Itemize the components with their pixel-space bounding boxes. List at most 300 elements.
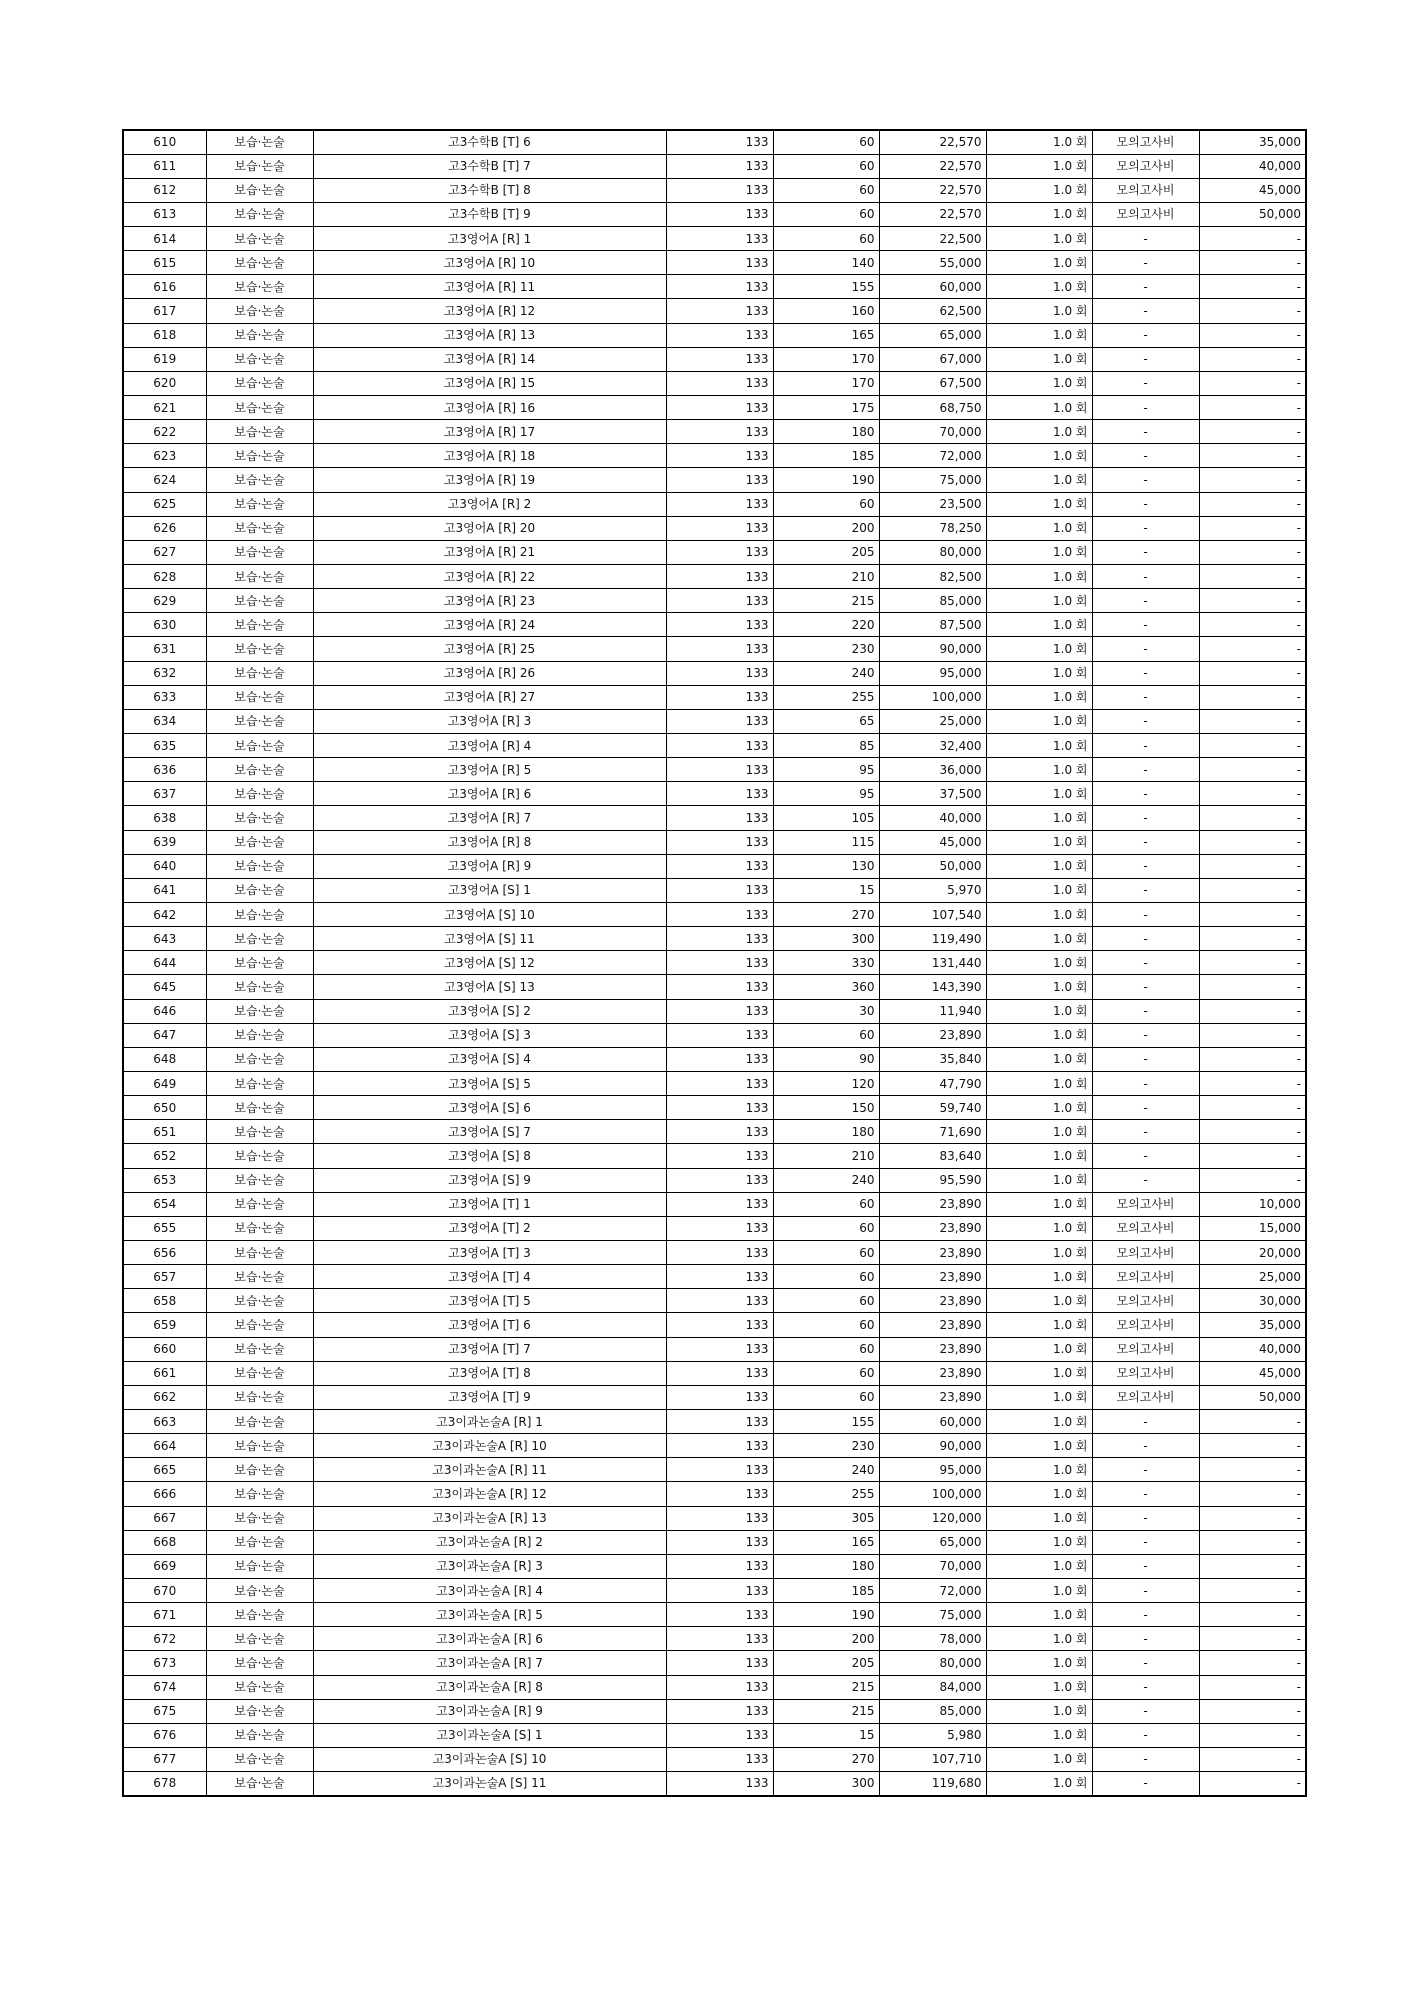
row-number: 675	[123, 1699, 206, 1723]
extra-fee-cell: -	[1199, 347, 1306, 371]
count-cell: 1.0 회	[986, 1337, 1092, 1361]
price-cell: 143,390	[879, 975, 986, 999]
code-cell: 133	[666, 251, 773, 275]
course-name-cell: 고3영어A [R] 20	[313, 516, 666, 540]
count-cell: 1.0 회	[986, 1506, 1092, 1530]
code-cell: 133	[666, 1434, 773, 1458]
extra-fee-cell: 30,000	[1199, 1289, 1306, 1313]
extra-type-cell: -	[1092, 468, 1199, 492]
row-number: 632	[123, 661, 206, 685]
extra-fee-cell: -	[1199, 734, 1306, 758]
table-row	[123, 927, 1306, 951]
category-cell: 보습·논술	[206, 1578, 313, 1602]
code-cell: 133	[666, 734, 773, 758]
table-row	[123, 396, 1306, 420]
row-number: 625	[123, 492, 206, 516]
price-cell: 23,890	[879, 1192, 986, 1216]
table-row	[123, 1554, 1306, 1578]
table-row	[123, 420, 1306, 444]
pages-cell: 60	[773, 1240, 879, 1264]
course-name-cell: 고3영어A [R] 17	[313, 420, 666, 444]
price-cell: 95,000	[879, 661, 986, 685]
category-cell: 보습·논술	[206, 1699, 313, 1723]
row-number: 639	[123, 830, 206, 854]
row-number: 651	[123, 1120, 206, 1144]
code-cell: 133	[666, 999, 773, 1023]
extra-fee-cell: -	[1199, 782, 1306, 806]
table-row	[123, 468, 1306, 492]
pages-cell: 60	[773, 202, 879, 226]
extra-fee-cell: -	[1199, 951, 1306, 975]
row-number: 673	[123, 1651, 206, 1675]
course-name-cell: 고3영어A [T] 3	[313, 1240, 666, 1264]
pages-cell: 270	[773, 903, 879, 927]
price-cell: 23,890	[879, 1023, 986, 1047]
category-cell: 보습·논술	[206, 1265, 313, 1289]
count-cell: 1.0 회	[986, 1530, 1092, 1554]
course-name-cell: 고3영어A [R] 4	[313, 734, 666, 758]
price-cell: 70,000	[879, 420, 986, 444]
row-number: 658	[123, 1289, 206, 1313]
course-name-cell: 고3이과논술A [R] 8	[313, 1675, 666, 1699]
pages-cell: 60	[773, 1361, 879, 1385]
count-cell: 1.0 회	[986, 1289, 1092, 1313]
count-cell: 1.0 회	[986, 154, 1092, 178]
extra-fee-cell: -	[1199, 540, 1306, 564]
extra-fee-cell: -	[1199, 589, 1306, 613]
count-cell: 1.0 회	[986, 1313, 1092, 1337]
code-cell: 133	[666, 1047, 773, 1071]
row-number: 671	[123, 1603, 206, 1627]
row-number: 670	[123, 1578, 206, 1602]
category-cell: 보습·논술	[206, 1168, 313, 1192]
course-name-cell: 고3이과논술A [R] 13	[313, 1506, 666, 1530]
count-cell: 1.0 회	[986, 299, 1092, 323]
category-cell: 보습·논술	[206, 1289, 313, 1313]
code-cell: 133	[666, 540, 773, 564]
price-cell: 107,540	[879, 903, 986, 927]
price-cell: 119,490	[879, 927, 986, 951]
course-name-cell: 고3영어A [R] 26	[313, 661, 666, 685]
extra-fee-cell: -	[1199, 1747, 1306, 1771]
extra-type-cell: -	[1092, 1772, 1199, 1796]
code-cell: 133	[666, 685, 773, 709]
row-number: 643	[123, 927, 206, 951]
category-cell: 보습·논술	[206, 1675, 313, 1699]
course-name-cell: 고3영어A [R] 14	[313, 347, 666, 371]
course-name-cell: 고3영어A [S] 4	[313, 1047, 666, 1071]
category-cell: 보습·논술	[206, 1651, 313, 1675]
extra-type-cell: -	[1092, 420, 1199, 444]
course-name-cell: 고3영어A [S] 1	[313, 878, 666, 902]
pages-cell: 270	[773, 1747, 879, 1771]
count-cell: 1.0 회	[986, 1120, 1092, 1144]
count-cell: 1.0 회	[986, 347, 1092, 371]
pages-cell: 200	[773, 516, 879, 540]
price-cell: 67,000	[879, 347, 986, 371]
extra-fee-cell: -	[1199, 903, 1306, 927]
table-row	[123, 878, 1306, 902]
extra-fee-cell: -	[1199, 685, 1306, 709]
extra-type-cell: -	[1092, 516, 1199, 540]
row-number: 660	[123, 1337, 206, 1361]
extra-type-cell: -	[1092, 251, 1199, 275]
course-name-cell: 고3영어A [R] 19	[313, 468, 666, 492]
extra-fee-cell: -	[1199, 1603, 1306, 1627]
extra-type-cell: -	[1092, 1554, 1199, 1578]
count-cell: 1.0 회	[986, 1434, 1092, 1458]
extra-fee-cell: -	[1199, 1023, 1306, 1047]
category-cell: 보습·논술	[206, 830, 313, 854]
code-cell: 133	[666, 903, 773, 927]
extra-type-cell: -	[1092, 1651, 1199, 1675]
table-row	[123, 1168, 1306, 1192]
extra-fee-cell: -	[1199, 975, 1306, 999]
row-number: 647	[123, 1023, 206, 1047]
pages-cell: 330	[773, 951, 879, 975]
row-number: 642	[123, 903, 206, 927]
course-name-cell: 고3영어A [S] 12	[313, 951, 666, 975]
category-cell: 보습·논술	[206, 347, 313, 371]
table-row	[123, 130, 1306, 154]
extra-type-cell: -	[1092, 854, 1199, 878]
extra-fee-cell: -	[1199, 492, 1306, 516]
code-cell: 133	[666, 1096, 773, 1120]
pages-cell: 205	[773, 540, 879, 564]
code-cell: 133	[666, 1627, 773, 1651]
count-cell: 1.0 회	[986, 540, 1092, 564]
extra-type-cell: -	[1092, 878, 1199, 902]
extra-fee-cell: -	[1199, 927, 1306, 951]
extra-type-cell: -	[1092, 1530, 1199, 1554]
table-row	[123, 806, 1306, 830]
table-row	[123, 1120, 1306, 1144]
count-cell: 1.0 회	[986, 468, 1092, 492]
extra-fee-cell: -	[1199, 613, 1306, 637]
pages-cell: 60	[773, 178, 879, 202]
category-cell: 보습·논술	[206, 371, 313, 395]
extra-fee-cell: -	[1199, 1434, 1306, 1458]
course-name-cell: 고3영어A [T] 6	[313, 1313, 666, 1337]
category-cell: 보습·논술	[206, 661, 313, 685]
course-name-cell: 고3영어A [S] 3	[313, 1023, 666, 1047]
category-cell: 보습·논술	[206, 709, 313, 733]
code-cell: 133	[666, 130, 773, 154]
table-row	[123, 1144, 1306, 1168]
row-number: 648	[123, 1047, 206, 1071]
price-cell: 90,000	[879, 1434, 986, 1458]
row-number: 614	[123, 227, 206, 251]
extra-type-cell: 모의고사비	[1092, 1313, 1199, 1337]
row-number: 653	[123, 1168, 206, 1192]
course-name-cell: 고3이과논술A [R] 10	[313, 1434, 666, 1458]
price-cell: 80,000	[879, 540, 986, 564]
pages-cell: 155	[773, 275, 879, 299]
category-cell: 보습·논술	[206, 613, 313, 637]
table-row	[123, 1627, 1306, 1651]
price-cell: 23,890	[879, 1313, 986, 1337]
code-cell: 133	[666, 1192, 773, 1216]
category-cell: 보습·논술	[206, 251, 313, 275]
row-number: 628	[123, 565, 206, 589]
row-number: 611	[123, 154, 206, 178]
category-cell: 보습·논술	[206, 1144, 313, 1168]
pages-cell: 180	[773, 420, 879, 444]
code-cell: 133	[666, 709, 773, 733]
category-cell: 보습·논술	[206, 1385, 313, 1409]
table-row	[123, 540, 1306, 564]
category-cell: 보습·논술	[206, 758, 313, 782]
extra-type-cell: -	[1092, 1675, 1199, 1699]
row-number: 613	[123, 202, 206, 226]
category-cell: 보습·논술	[206, 1337, 313, 1361]
category-cell: 보습·논술	[206, 516, 313, 540]
course-name-cell: 고3영어A [R] 27	[313, 685, 666, 709]
row-number: 659	[123, 1313, 206, 1337]
pages-cell: 220	[773, 613, 879, 637]
table-row	[123, 1313, 1306, 1337]
pages-cell: 150	[773, 1096, 879, 1120]
count-cell: 1.0 회	[986, 396, 1092, 420]
extra-type-cell: -	[1092, 1409, 1199, 1433]
table-row	[123, 1603, 1306, 1627]
price-cell: 72,000	[879, 444, 986, 468]
price-cell: 78,000	[879, 1627, 986, 1651]
code-cell: 133	[666, 178, 773, 202]
category-cell: 보습·논술	[206, 806, 313, 830]
code-cell: 133	[666, 1385, 773, 1409]
extra-type-cell: 모의고사비	[1092, 130, 1199, 154]
course-name-cell: 고3영어A [T] 4	[313, 1265, 666, 1289]
price-cell: 95,000	[879, 1458, 986, 1482]
pages-cell: 215	[773, 1675, 879, 1699]
course-name-cell: 고3이과논술A [R] 2	[313, 1530, 666, 1554]
code-cell: 133	[666, 1578, 773, 1602]
pages-cell: 180	[773, 1120, 879, 1144]
row-number: 678	[123, 1772, 206, 1796]
category-cell: 보습·논술	[206, 1361, 313, 1385]
course-name-cell: 고3영어A [R] 7	[313, 806, 666, 830]
extra-fee-cell: -	[1199, 1047, 1306, 1071]
price-cell: 59,740	[879, 1096, 986, 1120]
code-cell: 133	[666, 420, 773, 444]
table-row	[123, 1192, 1306, 1216]
count-cell: 1.0 회	[986, 1772, 1092, 1796]
price-cell: 36,000	[879, 758, 986, 782]
price-cell: 5,980	[879, 1723, 986, 1747]
table-row	[123, 1458, 1306, 1482]
table-row	[123, 999, 1306, 1023]
course-name-cell: 고3영어A [R] 11	[313, 275, 666, 299]
category-cell: 보습·논술	[206, 1192, 313, 1216]
count-cell: 1.0 회	[986, 1409, 1092, 1433]
course-name-cell: 고3영어A [S] 8	[313, 1144, 666, 1168]
category-cell: 보습·논술	[206, 1530, 313, 1554]
table-row	[123, 975, 1306, 999]
price-cell: 32,400	[879, 734, 986, 758]
extra-type-cell: -	[1092, 1144, 1199, 1168]
row-number: 610	[123, 130, 206, 154]
row-number: 617	[123, 299, 206, 323]
row-number: 619	[123, 347, 206, 371]
table-row	[123, 251, 1306, 275]
pages-cell: 165	[773, 1530, 879, 1554]
price-cell: 95,590	[879, 1168, 986, 1192]
extra-fee-cell: -	[1199, 854, 1306, 878]
code-cell: 133	[666, 371, 773, 395]
pages-cell: 60	[773, 1216, 879, 1240]
price-cell: 55,000	[879, 251, 986, 275]
table-row	[123, 903, 1306, 927]
extra-fee-cell: -	[1199, 1120, 1306, 1144]
category-cell: 보습·논술	[206, 227, 313, 251]
count-cell: 1.0 회	[986, 709, 1092, 733]
count-cell: 1.0 회	[986, 565, 1092, 589]
code-cell: 133	[666, 951, 773, 975]
course-name-cell: 고3영어A [R] 24	[313, 613, 666, 637]
code-cell: 133	[666, 202, 773, 226]
course-name-cell: 고3영어A [R] 5	[313, 758, 666, 782]
count-cell: 1.0 회	[986, 806, 1092, 830]
count-cell: 1.0 회	[986, 613, 1092, 637]
table-row	[123, 323, 1306, 347]
count-cell: 1.0 회	[986, 661, 1092, 685]
extra-fee-cell: -	[1199, 1651, 1306, 1675]
extra-type-cell: -	[1092, 1506, 1199, 1530]
category-cell: 보습·논술	[206, 1772, 313, 1796]
count-cell: 1.0 회	[986, 1385, 1092, 1409]
code-cell: 133	[666, 1120, 773, 1144]
extra-type-cell: -	[1092, 830, 1199, 854]
price-cell: 119,680	[879, 1772, 986, 1796]
extra-type-cell: -	[1092, 661, 1199, 685]
code-cell: 133	[666, 1216, 773, 1240]
pages-cell: 240	[773, 1168, 879, 1192]
pages-cell: 115	[773, 830, 879, 854]
extra-type-cell: -	[1092, 565, 1199, 589]
price-cell: 23,890	[879, 1240, 986, 1264]
code-cell: 133	[666, 323, 773, 347]
pages-cell: 190	[773, 1603, 879, 1627]
code-cell: 133	[666, 299, 773, 323]
code-cell: 133	[666, 1675, 773, 1699]
price-cell: 78,250	[879, 516, 986, 540]
price-cell: 75,000	[879, 468, 986, 492]
category-cell: 보습·논술	[206, 927, 313, 951]
pages-cell: 170	[773, 347, 879, 371]
pages-cell: 95	[773, 758, 879, 782]
course-name-cell: 고3영어A [T] 5	[313, 1289, 666, 1313]
course-name-cell: 고3영어A [R] 23	[313, 589, 666, 613]
code-cell: 133	[666, 444, 773, 468]
extra-fee-cell: -	[1199, 1723, 1306, 1747]
code-cell: 133	[666, 830, 773, 854]
row-number: 657	[123, 1265, 206, 1289]
table-row	[123, 1240, 1306, 1264]
category-cell: 보습·논술	[206, 565, 313, 589]
extra-fee-cell: -	[1199, 371, 1306, 395]
extra-type-cell: 모의고사비	[1092, 1385, 1199, 1409]
extra-type-cell: -	[1092, 1071, 1199, 1095]
code-cell: 133	[666, 975, 773, 999]
category-cell: 보습·논술	[206, 782, 313, 806]
row-number: 621	[123, 396, 206, 420]
table-row	[123, 1747, 1306, 1771]
extra-type-cell: -	[1092, 299, 1199, 323]
count-cell: 1.0 회	[986, 1458, 1092, 1482]
table-row	[123, 1023, 1306, 1047]
row-number: 634	[123, 709, 206, 733]
extra-fee-cell: 20,000	[1199, 1240, 1306, 1264]
pages-cell: 305	[773, 1506, 879, 1530]
count-cell: 1.0 회	[986, 685, 1092, 709]
code-cell: 133	[666, 1530, 773, 1554]
course-name-cell: 고3이과논술A [S] 1	[313, 1723, 666, 1747]
pages-cell: 130	[773, 854, 879, 878]
extra-type-cell: -	[1092, 1023, 1199, 1047]
table-row	[123, 854, 1306, 878]
count-cell: 1.0 회	[986, 323, 1092, 347]
price-cell: 50,000	[879, 854, 986, 878]
category-cell: 보습·논술	[206, 1482, 313, 1506]
extra-type-cell: -	[1092, 927, 1199, 951]
price-cell: 65,000	[879, 1530, 986, 1554]
row-number: 677	[123, 1747, 206, 1771]
code-cell: 133	[666, 492, 773, 516]
category-cell: 보습·논술	[206, 396, 313, 420]
table-row	[123, 637, 1306, 661]
table-row	[123, 734, 1306, 758]
table-row	[123, 1723, 1306, 1747]
pages-cell: 255	[773, 1482, 879, 1506]
table-row	[123, 444, 1306, 468]
row-number: 638	[123, 806, 206, 830]
count-cell: 1.0 회	[986, 1047, 1092, 1071]
pages-cell: 60	[773, 1337, 879, 1361]
extra-fee-cell: 25,000	[1199, 1265, 1306, 1289]
extra-fee-cell: 45,000	[1199, 1361, 1306, 1385]
course-name-cell: 고3영어A [R] 3	[313, 709, 666, 733]
count-cell: 1.0 회	[986, 444, 1092, 468]
category-cell: 보습·논술	[206, 1458, 313, 1482]
extra-type-cell: 모의고사비	[1092, 1361, 1199, 1385]
pages-cell: 240	[773, 1458, 879, 1482]
extra-fee-cell: -	[1199, 396, 1306, 420]
extra-type-cell: -	[1092, 709, 1199, 733]
extra-type-cell: -	[1092, 1096, 1199, 1120]
extra-type-cell: -	[1092, 347, 1199, 371]
extra-type-cell: -	[1092, 227, 1199, 251]
table-row	[123, 1434, 1306, 1458]
code-cell: 133	[666, 1361, 773, 1385]
pages-cell: 15	[773, 1723, 879, 1747]
course-name-cell: 고3영어A [S] 10	[313, 903, 666, 927]
count-cell: 1.0 회	[986, 1747, 1092, 1771]
category-cell: 보습·논술	[206, 1747, 313, 1771]
category-cell: 보습·논술	[206, 468, 313, 492]
pages-cell: 170	[773, 371, 879, 395]
count-cell: 1.0 회	[986, 1578, 1092, 1602]
extra-fee-cell: -	[1199, 275, 1306, 299]
row-number: 672	[123, 1627, 206, 1651]
code-cell: 133	[666, 1772, 773, 1796]
row-number: 623	[123, 444, 206, 468]
extra-fee-cell: -	[1199, 299, 1306, 323]
extra-type-cell: -	[1092, 637, 1199, 661]
row-number: 654	[123, 1192, 206, 1216]
course-name-cell: 고3이과논술A [R] 5	[313, 1603, 666, 1627]
count-cell: 1.0 회	[986, 1168, 1092, 1192]
